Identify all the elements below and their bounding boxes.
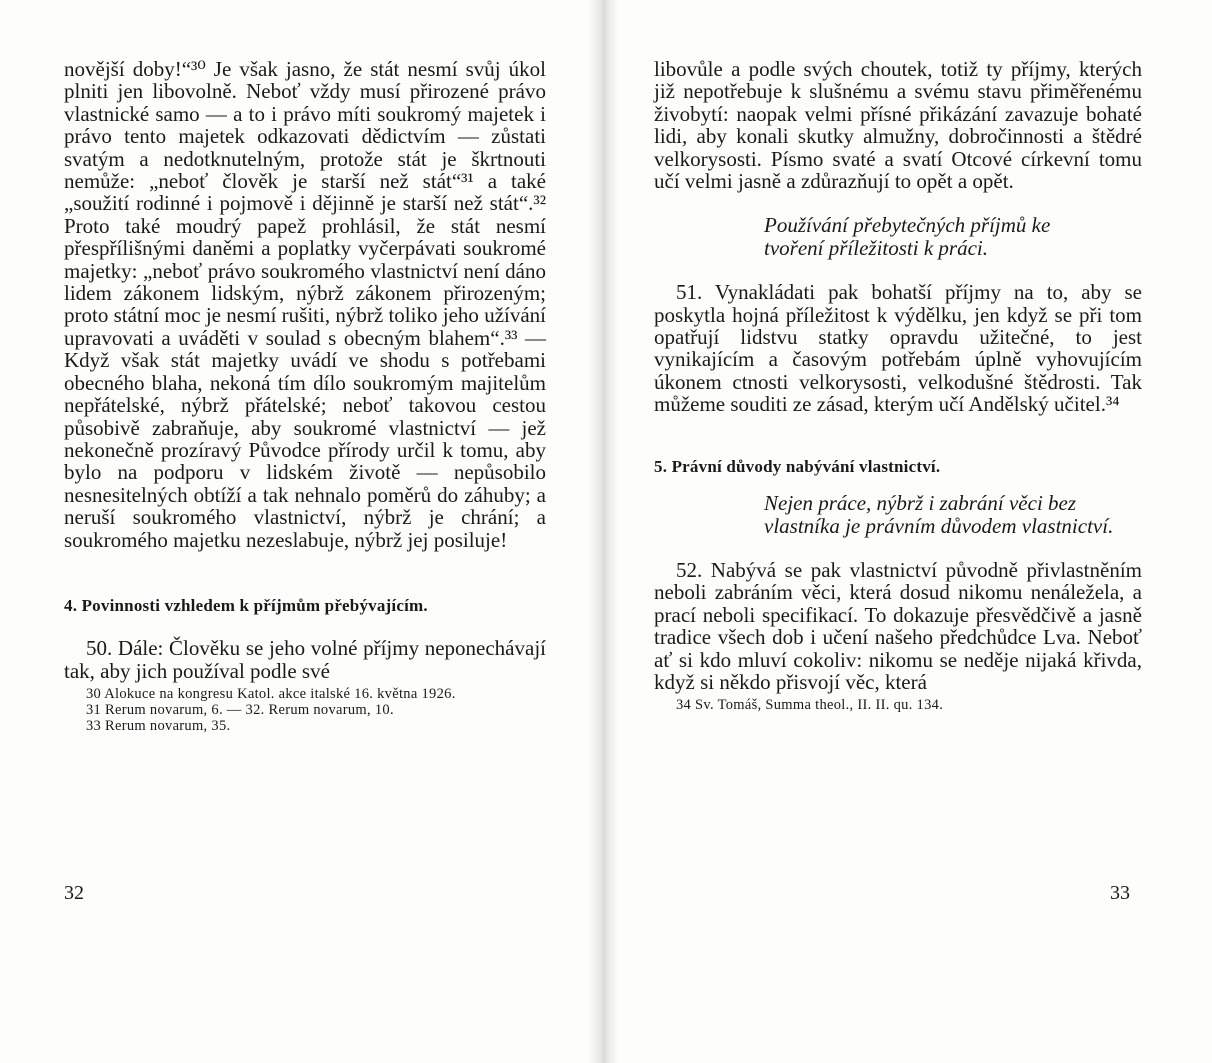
right-page-body — [654, 58, 1142, 713]
right-paragraph-52: 52. Nabývá se pak vlastnictví původně přivlastněním neboli zabráním věci, která dosud nikomu nenáležela, a prací neboli specifikací. To dokazuje přesvědčivě a jasně tradice všech dob i učení našeho předchůdce Lva. Neboť ať si kdo mluví cokoliv: nikomu se neděje nijaká křivda, když si někdo přisvojí věc, která — [654, 557, 1142, 694]
right-paragraph-1: libovůle a podle svých choutek, totiž ty příjmy, kterých již nepotřebuje k slušnému a svému stavu přiměřenému živobytí: naopak velmi přísné přikázání zavazuje bohaté lidi, aby konali skutky almužny, dobročinnosti a štědré velkorysosti. Písmo svaté a svatí Otcové církevní tomu učí velmi jasně a zdůrazňují to opět a opět. — [654, 57, 1142, 194]
right-page — [606, 0, 1212, 1063]
page-number-left: 32 — [64, 882, 84, 904]
section-heading-5: 5. Právní důvody nabývání vlastnictví. — [654, 456, 941, 476]
left-paragraph-50: 50. Dále: Člověku se jeho volné příjmy neponechávají tak, aby jich používal podle své — [64, 636, 546, 683]
right-paragraph-51: 51. Vynakládati pak bohatší příjmy na to, aby se poskytla hojná příležitost k výdělku, jen když se při tom opatřují lidstvu statky opravdu užitečné, to jest vynikajícím a časovým potřebám úplně vyhovujícím úkonem ctnosti velkorysosti, velkodušné štědrosti. Tak můžeme souditi ze zásad, kterým učí Andělský učitel.³⁴ — [654, 280, 1142, 417]
side-title-2: Nejen práce, nýbrž i zabrání věci bez vlastníka je právním důvodem vlastnictví. — [764, 491, 1114, 538]
side-title-1: Používání přebytečných příjmů ke tvoření příležitosti k práci. — [764, 213, 1051, 260]
left-page — [0, 0, 600, 1063]
section-heading-4: 4. Povinnosti vzhledem k příjmům přebývajícím. — [64, 595, 428, 615]
footnote-30: 30 Alokuce na kongresu Katol. akce italské 16. května 1926. — [86, 686, 456, 703]
page-number-right: 33 — [1110, 882, 1130, 904]
left-paragraph-1: novější doby!“³⁰ Je však jasno, že stát nesmí svůj úkol plniti jen libovolně. Neboť vždy musí přirozené právo vlastnické samo — a to i právo míti soukromý majetek i právo tento majetek odkazovati dědictvím — zůstati svatým a nedotknutelným, protože stát je škrtnouti nemůže: „neboť člověk je starší než stát“³¹ a také „soužití rodinné i pojmově i dějinně je starší než stát“.³² Proto také moudrý papež prohlásil, že stát nesmí přespřílišnými daněmi a poplatky vyčerpávati soukromé majetky: „neboť právo soukromého vlastnictví není dáno lidem zákonem lidským, nýbrž zákonem přirozeným; proto státní moc je nesmí rušiti, nýbrž toliko jeho užívání upravovati a uváděti v soulad s obecným blahem“.³³ — Když však stát majetky uvádí ve shodu s potřebami obecného blaha, nekoná tím dílo soukromým majitelům nepřátelské, nýbrž přátelské; neboť takovou cestou působivě zabraňuje, aby soukromé vlastnictví — jež nekonečně prozíravý Původce přírody určil k tomu, aby bylo na podporu v lidském životě — nepůsobilo nesnesitelných obtíží a tak nehnalo poměrů do záhuby; a neruší soukromého vlastnictví, nýbrž je chrání; a soukromého majetku nezeslabuje, nýbrž jej posiluje! — [64, 57, 546, 552]
footnote-33: 33 Rerum novarum, 35. — [86, 718, 231, 735]
left-page-body — [64, 58, 546, 734]
footnote-34: 34 Sv. Tomáš, Summa theol., II. II. qu. 134. — [676, 697, 944, 714]
footnote-31-32: 31 Rerum novarum, 6. — 32. Rerum novarum, 10. — [86, 702, 394, 719]
